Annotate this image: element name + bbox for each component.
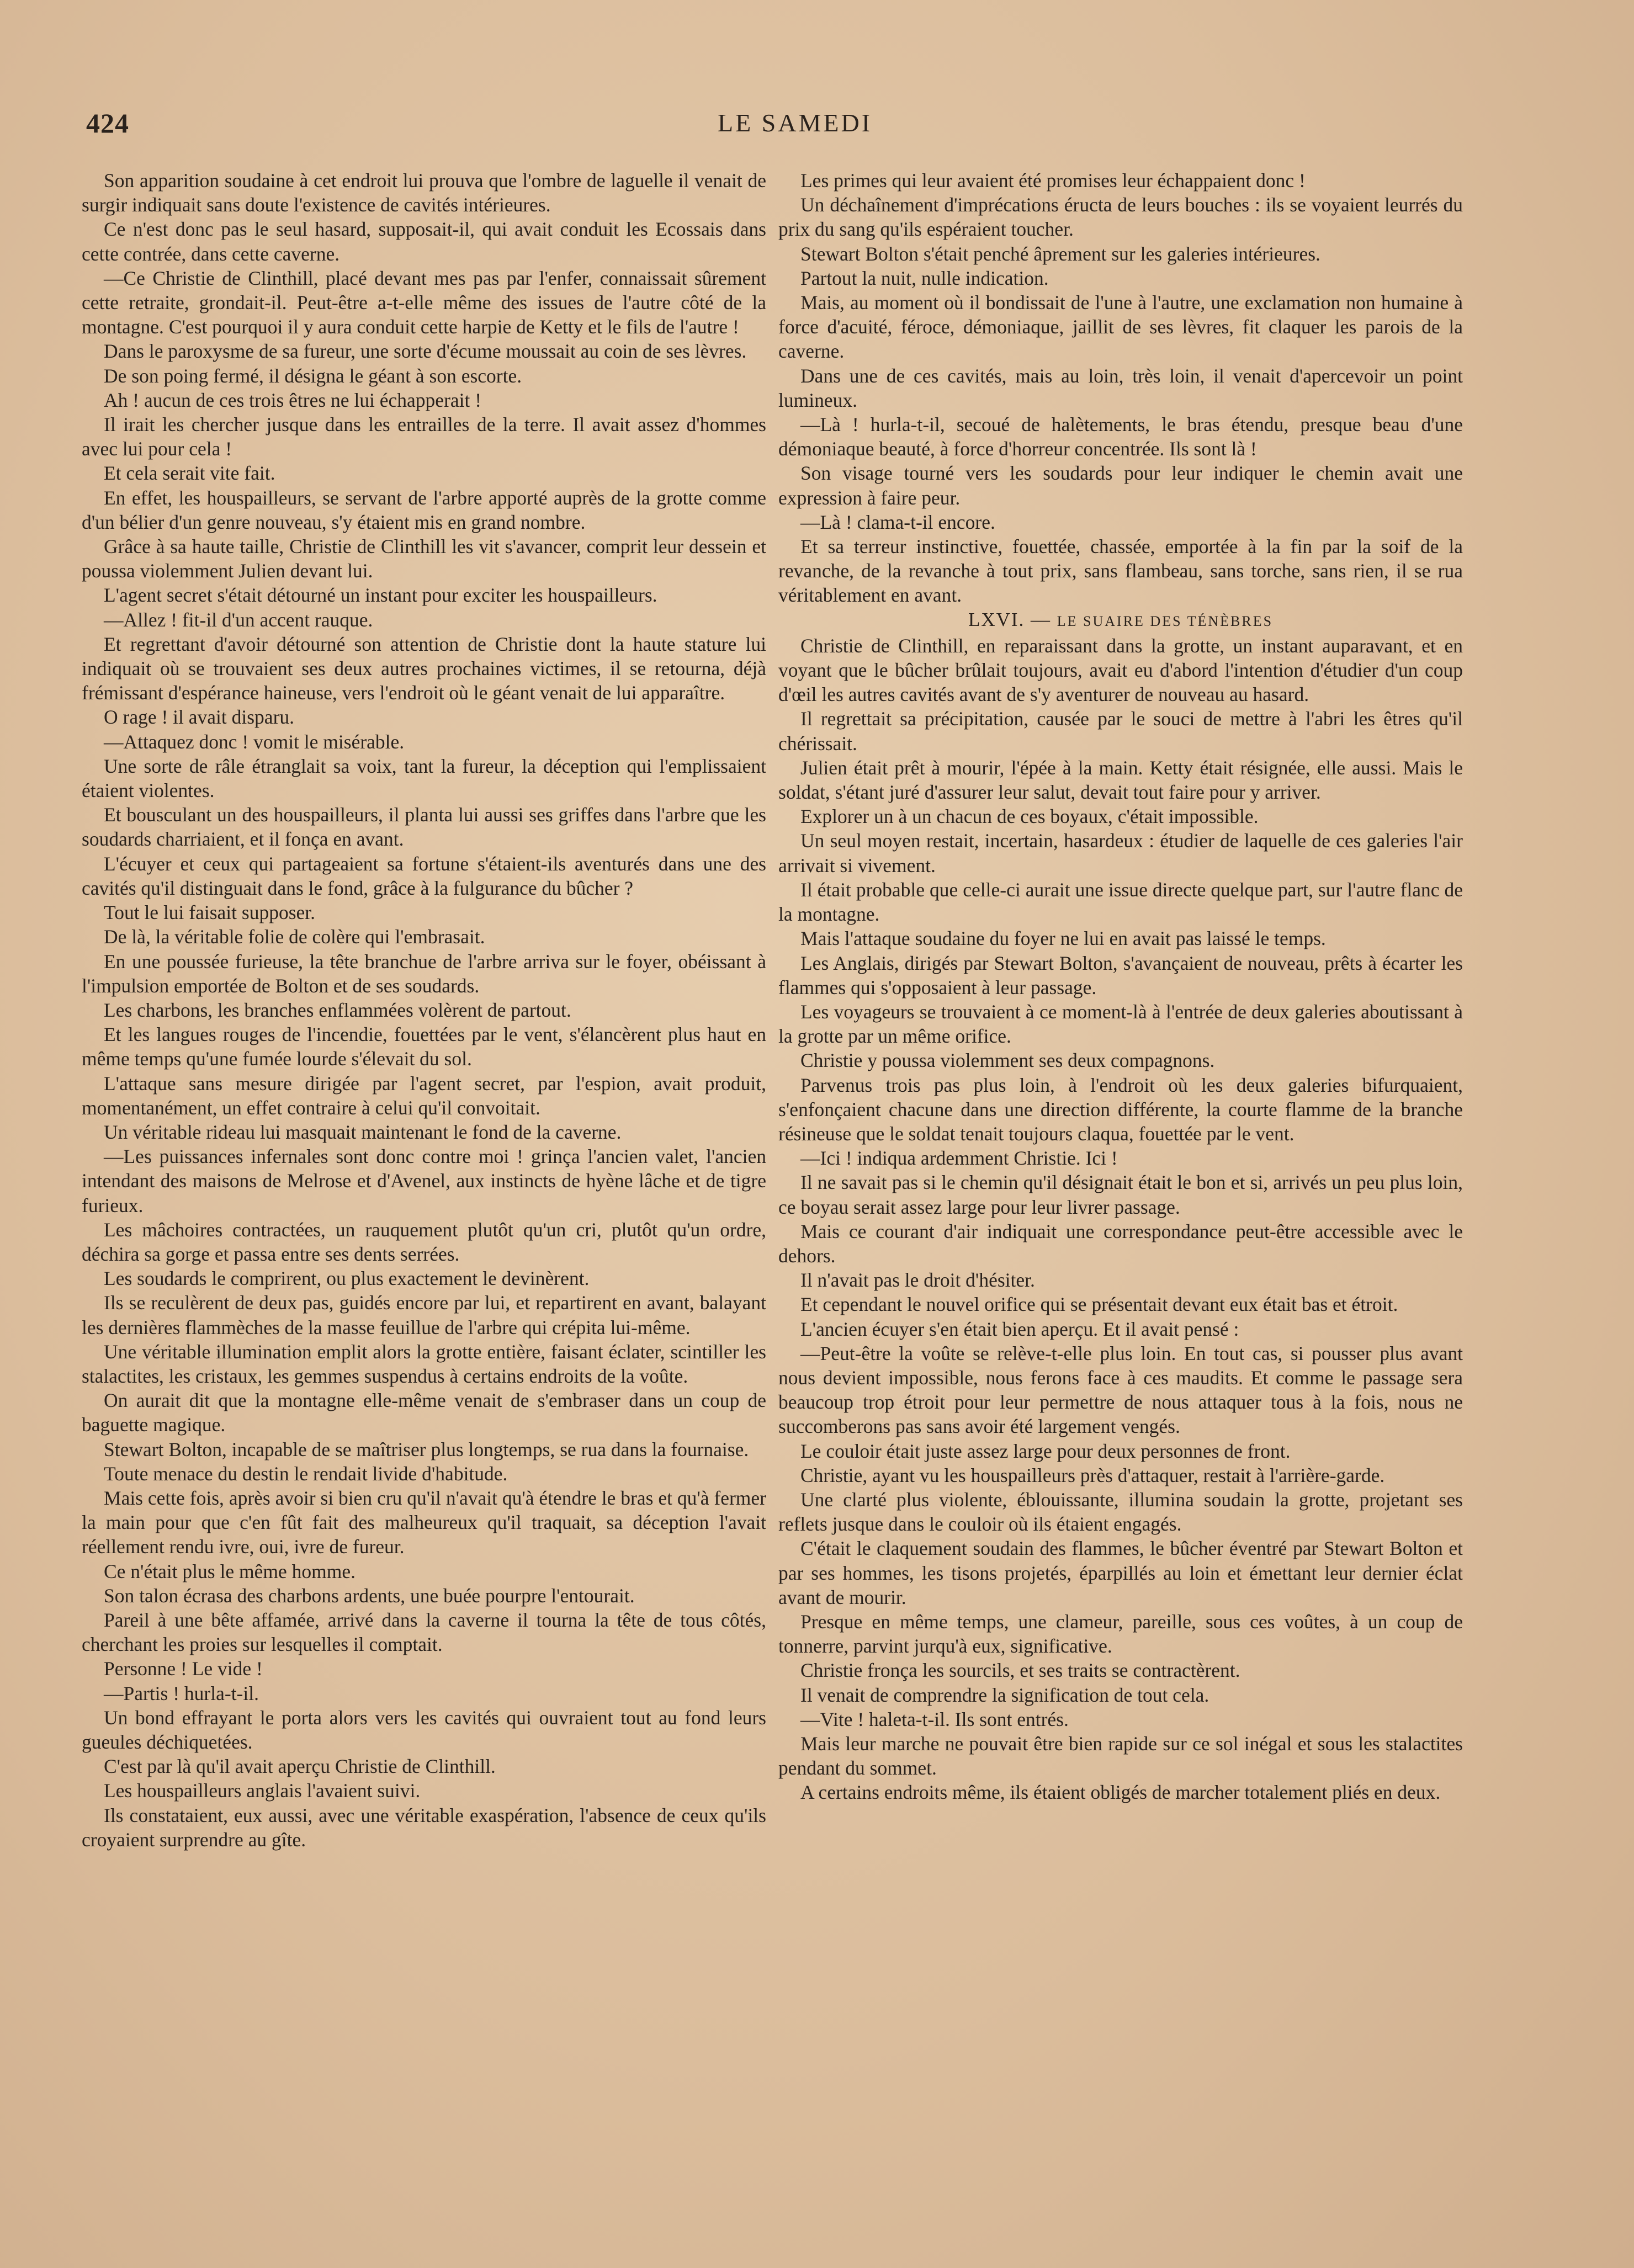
paragraph: Parvenus trois pas plus loin, à l'endroit où les deux galeries bifurquaient, s'enfonçaient chacune dans une direction différente, la courte flamme de la branche résineuse que le soldat tenait toujours claqua, fouettée par le vent.	[778, 1074, 1463, 1145]
paragraph: L'attaque sans mesure dirigée par l'agent secret, par l'espion, avait produit, momentanément, un effet contraire à celui qu'il convoitait.	[82, 1072, 766, 1119]
paragraph: Partout la nuit, nulle indication.	[800, 267, 1049, 289]
paragraph: Il irait les chercher jusque dans les entrailles de la terre. Il avait assez d'hommes avec lui pour cela !	[82, 413, 766, 460]
paragraph: Il regrettait sa précipitation, causée par le souci de mettre à l'abri les êtres qu'il chérissait.	[778, 708, 1463, 755]
paragraph: Il ne savait pas si le chemin qu'il désignait était le bon et si, arrivés un peu plus loin, ce boyau serait assez large pour leur livrer passage.	[778, 1171, 1463, 1218]
paragraph: Une véritable illumination emplit alors la grotte entière, faisant éclater, scintiller les stalactites, les cristaux, les gemmes suspendus à certains endroits de la voûte.	[82, 1340, 766, 1387]
paragraph: Il venait de comprendre la signification de tout cela.	[800, 1683, 1209, 1706]
paragraph: Ah ! aucun de ces trois êtres ne lui échapperait !	[104, 389, 482, 411]
paragraph: Ce n'est donc pas le seul hasard, supposait-il, qui avait conduit les Ecossais dans cette contrée, dans cette caverne.	[82, 218, 766, 265]
paragraph: Et sa terreur instinctive, fouettée, chassée, emportée à la fin par la soif de la revanche, de la revanche à tout prix, sans flambeau, sans torche, sans rien, il se rua véritablement en avant.	[778, 535, 1463, 607]
paragraph: Les mâchoires contractées, un rauquement plutôt qu'un cri, plutôt qu'un ordre, déchira sa gorge et passa entre ses dents serrées.	[82, 1218, 766, 1265]
paragraph: Explorer un à un chacun de ces boyaux, c'était impossible.	[800, 805, 1259, 828]
paragraph: Julien était prêt à mourir, l'épée à la main. Ketty était résignée, elle aussi. Mais le soldat, s'étant juré d'assurer leur salut, devait tout faire pour y arriver.	[778, 756, 1463, 804]
paragraph: Christie fronça les sourcils, et ses traits se contractèrent.	[800, 1659, 1240, 1682]
paragraph: Les voyageurs se trouvaient à ce moment-là à l'entrée de deux galeries aboutissant à la grotte par un même orifice.	[778, 1000, 1463, 1048]
paragraph: Ils se reculèrent de deux pas, guidés encore par lui, et repartirent en avant, balayant les dernières flammèches de la masse feuillue de l'arbre qui crépita lui-même.	[82, 1292, 766, 1339]
paragraph: —Les puissances infernales sont donc contre moi ! grinça l'ancien valet, l'ancien intendant des maisons de Melrose et d'Avenel, aux instincts de hyène lâche et de tigre furieux.	[82, 1145, 766, 1217]
paragraph: De son poing fermé, il désigna le géant à son escorte.	[104, 364, 522, 387]
page-number: 424	[86, 108, 129, 139]
paragraph: Christie, ayant vu les houspailleurs près d'attaquer, restait à l'arrière-garde.	[800, 1464, 1385, 1486]
paragraph: Presque en même temps, une clameur, pareille, sous ces voûtes, à un coup de tonnerre, parvint jurqu'à eux, significative.	[778, 1610, 1463, 1658]
paragraph: Les houspailleurs anglais l'avaient suivi.	[104, 1780, 421, 1802]
paragraph: Pareil à une bête affamée, arrivé dans la caverne il tourna la tête de tous côtés, cherchant les proies sur lesquelles il comptait.	[82, 1608, 766, 1656]
left-column	[82, 168, 766, 1852]
paragraph: Dans le paroxysme de sa fureur, une sorte d'écume moussait au coin de ses lèvres.	[104, 340, 747, 363]
paragraph: Ils constataient, eux aussi, avec une véritable exaspération, l'absence de ceux qu'ils croyaient surprendre au gîte.	[82, 1804, 766, 1851]
paragraph: Ce n'était plus le même homme.	[104, 1560, 356, 1582]
paragraph: Personne ! Le vide !	[104, 1658, 263, 1680]
page-header	[83, 105, 1507, 144]
paragraph: Mais l'attaque soudaine du foyer ne lui en avait pas laissé le temps.	[800, 927, 1326, 950]
paragraph: Il n'avait pas le droit d'hésiter.	[800, 1269, 1035, 1292]
paragraph: L'agent secret s'était détourné un instant pour exciter les houspailleurs.	[104, 584, 657, 607]
paragraph: Un seul moyen restait, incertain, hasardeux : étudier de laquelle de ces galeries l'air arrivait si vivement.	[778, 830, 1463, 877]
paragraph: O rage ! il avait disparu.	[104, 706, 295, 729]
paragraph: —Ici ! indiqua ardemment Christie. Ici !	[800, 1147, 1118, 1170]
paragraph: De là, la véritable folie de colère qui l'embrasait.	[104, 926, 485, 948]
paragraph: Stewart Bolton s'était penché âprement sur les galeries intérieures.	[800, 242, 1320, 265]
paragraph: Le couloir était juste assez large pour deux personnes de front.	[800, 1440, 1291, 1462]
paragraph: Les primes qui leur avaient été promises leur échappaient donc !	[800, 169, 1306, 192]
paragraph: A certains endroits même, ils étaient obligés de marcher totalement pliés en deux.	[800, 1781, 1441, 1804]
paragraph: Les Anglais, dirigés par Stewart Bolton, s'avançaient de nouveau, prêts à écarter les flammes qui s'opposaient à leur passage.	[778, 952, 1463, 998]
paragraph: Un bond effrayant le porta alors vers les cavités qui ouvraient tout au fond leurs gueules déchiquetées.	[82, 1706, 766, 1753]
paragraph: L'ancien écuyer s'en était bien aperçu. Et il avait pensé :	[800, 1318, 1239, 1340]
right-column	[778, 168, 1463, 1805]
running-title: LE SAMEDI	[717, 109, 873, 137]
chapter-heading	[778, 608, 1463, 634]
paragraph: Et les langues rouges de l'incendie, fouettées par le vent, s'élancèrent plus haut en même temps qu'une fumée lourde s'élevait du sol.	[82, 1023, 766, 1070]
paragraph: Il était probable que celle-ci aurait une issue directe quelque part, sur l'autre flanc de la montagne.	[778, 878, 1463, 926]
paragraph: Toute menace du destin le rendait livide d'habitude.	[104, 1462, 508, 1485]
paragraph: En une poussée furieuse, la tête branchue de l'arbre arriva sur le foyer, obéissant à l'impulsion emportée de Bolton et de ses soudards.	[82, 950, 766, 997]
paragraph: Mais leur marche ne pouvait être bien rapide sur ce sol inégal et sous les stalactites pendant du sommet.	[778, 1733, 1463, 1780]
paragraph: Un véritable rideau lui masquait maintenant le fond de la caverne.	[104, 1120, 622, 1143]
paragraph: —Là ! hurla-t-il, secoué de halètements, le bras étendu, presque beau d'une démoniaque beauté, à force d'horreur concentrée. Ils sont là !	[778, 413, 1463, 460]
paragraph: Dans une de ces cavités, mais au loin, très loin, il venait d'apercevoir un point lumineux.	[778, 364, 1463, 411]
paragraph: Mais, au moment où il bondissait de l'une à l'autre, une exclamation non humaine à force d'acuité, féroce, démoniaque, jaillit de ses lèvres, fit claquer les parois de la caverne.	[778, 291, 1463, 363]
paragraph: Les charbons, les branches enflammées volèrent de partout.	[104, 998, 571, 1021]
paragraph: Christie de Clinthill, en reparaissant dans la grotte, un instant auparavant, et en voyant que le bûcher brûlait toujours, avait eu d'abord l'intention d'étudier d'un coup d'œil les autres cavités avant de s'y aventurer de nouveau au hasard.	[778, 634, 1463, 706]
chapter-number: LXVI. —	[968, 608, 1052, 630]
paragraph: —Allez ! fit-il d'un accent rauque.	[104, 608, 373, 631]
paragraph: Son talon écrasa des charbons ardents, une buée pourpre l'entourait.	[104, 1584, 635, 1607]
paragraph: Et cependant le nouvel orifice qui se présentait devant eux était bas et étroit.	[800, 1293, 1398, 1316]
paragraph: En effet, les houspailleurs, se servant de l'arbre apporté auprès de la grotte comme d'un bélier d'un genre nouveau, s'y étaient mis en grand nombre.	[82, 486, 766, 533]
paragraph: —Vite ! haleta-t-il. Ils sont entrés.	[800, 1708, 1069, 1730]
paragraph: Une clarté plus violente, éblouissante, illumina soudain la grotte, projetant ses reflets jusque dans le couloir où ils étaient engagés.	[778, 1488, 1463, 1536]
paragraph: —Là ! clama-t-il encore.	[800, 511, 995, 533]
paragraph: —Attaquez donc ! vomit le misérable.	[104, 730, 405, 753]
paragraph: Une sorte de râle étranglait sa voix, tant la fureur, la déception qui l'emplissaient étaient violentes.	[82, 755, 766, 802]
paragraph: Mais ce courant d'air indiquait une correspondance peut-être accessible avec le dehors.	[778, 1220, 1463, 1267]
paragraph: —Ce Christie de Clinthill, placé devant mes pas par l'enfer, connaissait sûrement cette retraite, grondait-il. Peut-être a-t-elle même des issues de l'autre côté de la montagne. C'est pourquoi il y aura conduit cette harpie de Ketty et le fils de l'autre !	[82, 267, 766, 338]
paragraph: Son apparition soudaine à cet endroit lui prouva que l'ombre de laguelle il venait de surgir indiquait sans doute l'existence de cavités intérieures.	[82, 169, 766, 216]
paragraph: C'est par là qu'il avait aperçu Christie de Clinthill.	[104, 1755, 496, 1778]
paragraph: On aurait dit que la montagne elle-même venait de s'embraser dans un coup de baguette magique.	[82, 1389, 766, 1436]
paragraph: Et regrettant d'avoir détourné son attention de Christie dont la haute stature lui indiquait où se trouvaient ses deux autres prochaines victimes, il se retourna, déjà frémissant d'espérance haineuse, vers l'endroit où le géant venait de lui apparaître.	[82, 633, 766, 704]
paragraph: —Peut-être la voûte se relève-t-elle plus loin. En tout cas, si pousser plus avant nous devient impossible, nous ferons face à ces maudits. Et comme le passage sera beaucoup trop étroit pour leur permettre de nous attaquer tous à la fois, nous ne succomberons pas sans avoir été largement vengés.	[778, 1342, 1463, 1438]
paragraph: Grâce à sa haute taille, Christie de Clinthill les vit s'avancer, comprit leur dessein et poussa violemment Julien devant lui.	[82, 535, 766, 582]
chapter-title: LE SUAIRE DES TÉNÈBRES	[1057, 613, 1274, 629]
paragraph: —Partis ! hurla-t-il.	[104, 1682, 259, 1704]
right-column-bottom-text	[778, 634, 1463, 1805]
paragraph: Et bousculant un des houspailleurs, il planta lui aussi ses griffes dans l'arbre que les soudards charriaient, et il fonça en avant.	[82, 804, 766, 851]
right-column-top-text	[778, 168, 1463, 608]
paragraph: Mais cette fois, après avoir si bien cru qu'il n'avait qu'à étendre le bras et qu'à fermer la main pour que c'en fût fait des malheureux qu'il traquait, sa déception l'avait réellement rendu ivre, oui, ivre de fureur.	[82, 1486, 766, 1558]
paragraph: L'écuyer et ceux qui partageaient sa fortune s'étaient-ils aventurés dans une des cavités qu'il distinguait dans le fond, grâce à la fulgurance du bûcher ?	[82, 852, 766, 899]
paragraph: Stewart Bolton, incapable de se maîtriser plus longtemps, se rua dans la fournaise.	[104, 1438, 749, 1460]
paragraph: Les soudards le comprirent, ou plus exactement le devinèrent.	[104, 1267, 590, 1290]
paragraph: Tout le lui faisait supposer.	[104, 901, 316, 924]
paragraph: Christie y poussa violemment ses deux compagnons.	[800, 1049, 1215, 1072]
paragraph: Son visage tourné vers les soudards pour leur indiquer le chemin avait une expression à faire peur.	[778, 462, 1463, 509]
paragraph: Un déchaînement d'imprécations éructa de leurs bouches : ils se voyaient leurrés du prix du sang qu'ils espéraient toucher.	[778, 194, 1463, 241]
paragraph: C'était le claquement soudain des flammes, le bûcher éventré par Stewart Bolton et par ses hommes, les tisons projetés, éparpillés au loin et émettant leur dernier éclat avant de mourir.	[778, 1537, 1463, 1608]
paragraph: Et cela serait vite fait.	[104, 462, 275, 485]
